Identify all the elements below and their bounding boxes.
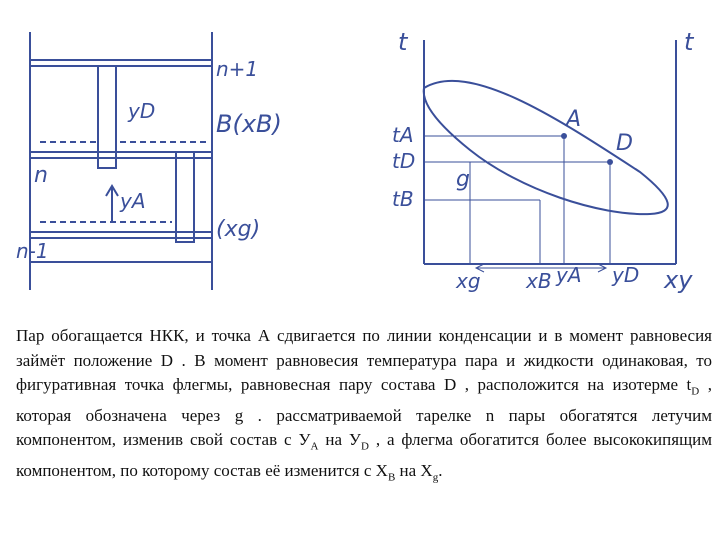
label-x-g: (xg) [216,217,261,242]
text-part-2: , которая обозначена через g . рассматриваемой тарелке n пары обогатятся летучим компонентом, изменив свой состав с У [16,375,712,450]
label-y-d-axis: yD [612,263,640,287]
label-xy: xy [664,266,693,294]
label-y-a: yA [120,189,146,213]
label-x-g-axis: xg [456,269,481,293]
text-part-6: . [438,461,443,481]
label-y-a-axis: yA [556,263,582,287]
downcomer-lower [176,152,194,242]
label-y-d: yD [128,99,156,123]
text-part-4: , а флегма обогатится более высококипящим компонентом, по которому состав её изменится с Х [16,430,713,481]
subscript-d: D [691,385,700,398]
subscript-a: А [310,440,319,453]
txy-labels [392,28,695,294]
column-diagram [30,32,212,290]
subscript-g: g [432,471,439,484]
label-t-a: tA [392,123,414,147]
label-point-g: g [456,167,470,192]
body-paragraph [16,324,712,490]
label-t-b: tB [392,187,414,211]
label-n: n [34,163,48,188]
point-d-dot [607,159,613,165]
text-part-5: на Х [399,461,433,481]
text-part-3: на У [325,430,361,450]
label-t-d: tD [392,149,416,173]
txy-diagram [424,40,676,272]
label-point-d: D [616,131,633,156]
label-t-left: t [398,28,408,56]
label-point-a: A [566,107,582,132]
label-x-b-axis: xB [526,269,552,293]
label-b-xb: B(xB) [216,110,282,138]
label-n-plus-1: n+1 [216,57,259,81]
text-part-1: Пар обогащается НКК, и точка А сдвигается по линии конденсации и в момент равновесия займёт положение D . В момент равновесия температура пара и жидкости одинаковая, то фигуративная точка флегмы, равновесная пару состава D , расположится на изотерме t [16,326,712,394]
point-a-dot [561,133,567,139]
label-t-right: t [684,28,694,56]
subscript-d-2: D [360,440,369,453]
label-n-minus-1: n-1 [16,239,49,263]
subscript-b: В [387,471,396,484]
